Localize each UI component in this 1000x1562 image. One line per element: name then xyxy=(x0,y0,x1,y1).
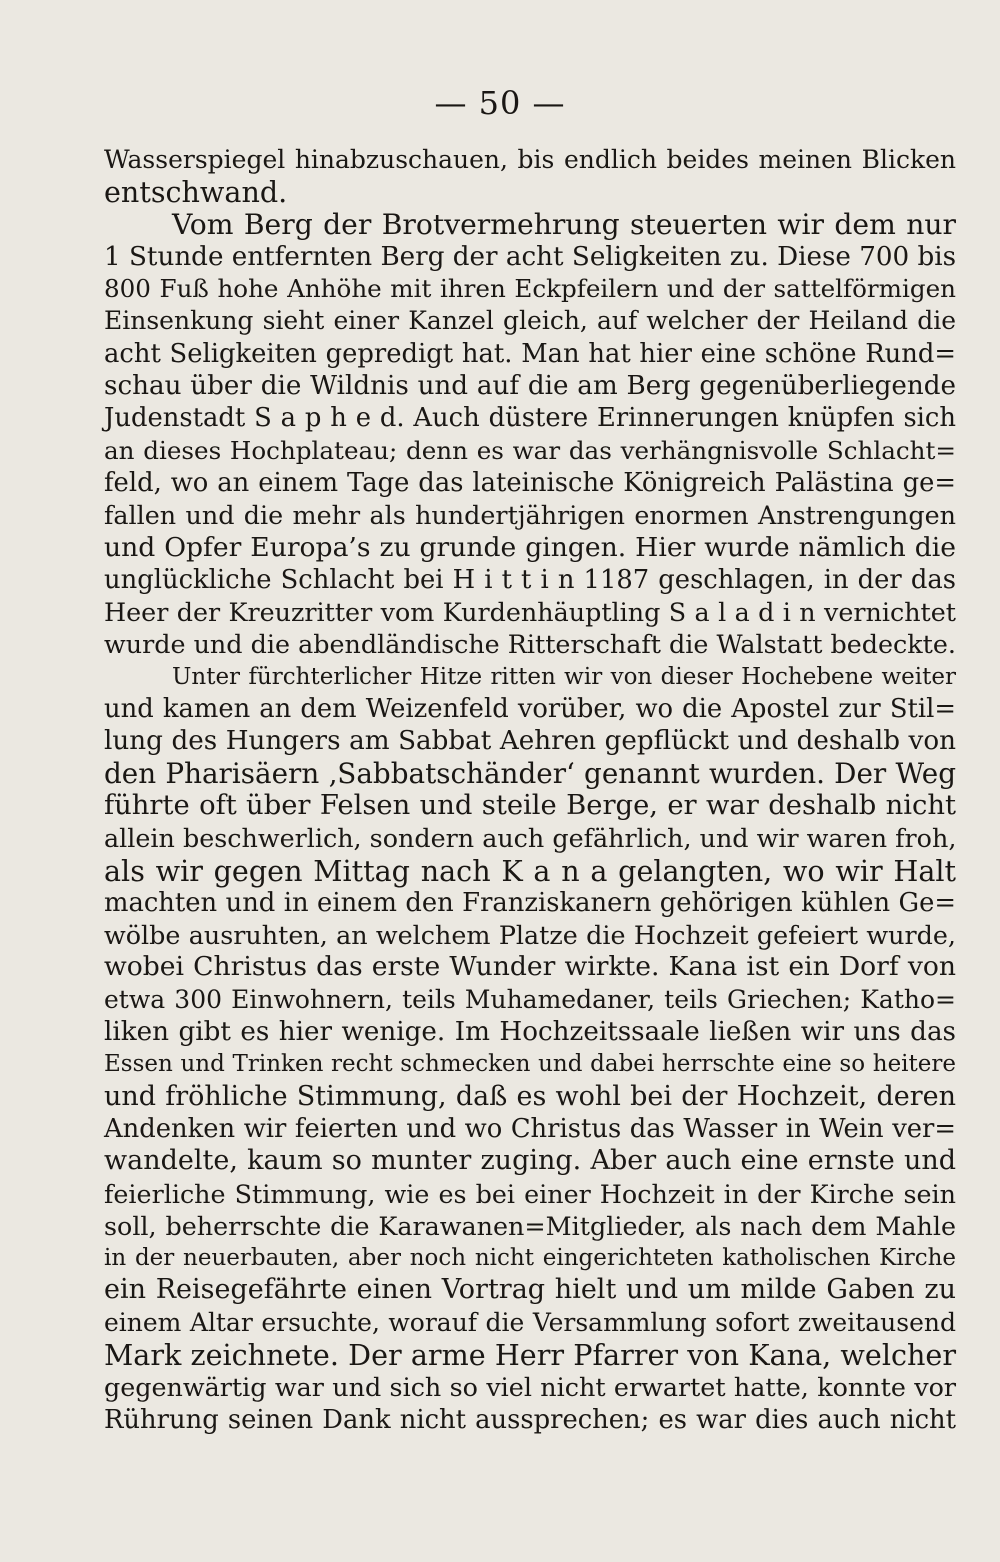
text-line: entschwand. xyxy=(104,175,288,210)
text-line: acht Seligkeiten gepredigt hat. Man hat hier eine schöne Rund= xyxy=(104,338,956,369)
text-line: Mark zeichnete. Der arme Herr Pfarrer von Kana, welcher xyxy=(104,1337,956,1372)
body-text xyxy=(104,144,956,1436)
text-line: etwa 300 Einwohnern, teils Muhamedaner, teils Griechen; Katho= xyxy=(104,984,956,1014)
text-line: und kamen an dem Weizenfeld vorüber, wo die Apostel zur Stil= xyxy=(104,694,956,725)
text-line: Unter fürchterlicher Hitze ritten wir von dieser Hochebene weiter xyxy=(172,663,956,690)
text-line: ein Reisegefährte einen Vortrag hielt und um milde Gaben zu xyxy=(104,1274,956,1306)
text-line: in der neuerbauten, aber noch nicht eingerichteten katholischen Kirche xyxy=(104,1245,956,1272)
text-line: gegenwärtig war und sich so viel nicht erwartet hatte, konnte vor xyxy=(104,1372,956,1403)
text-line: soll, beherrschte die Karawanen=Mitglieder, als nach dem Mahle xyxy=(104,1210,956,1241)
text-line: an dieses Hochplateau; denn es war das verhängnisvolle Schlacht= xyxy=(104,435,956,465)
text-line: Wasserspiegel hinabzuschauen, bis endlich beides meinen Blicken xyxy=(104,145,956,174)
text-line: wobei Christus das erste Wunder wirkte. Kana ist ein Dorf von xyxy=(104,951,956,983)
text-line: schau über die Wildnis und auf die am Berg gegenüberliegende xyxy=(104,371,956,402)
text-line: Einsenkung sieht einer Kanzel gleich, auf welcher der Heiland die xyxy=(104,306,956,336)
text-line: fallen und die mehr als hundertjährigen enormen Anstrengungen xyxy=(104,500,956,531)
text-line: und fröhliche Stimmung, daß es wohl bei der Hochzeit, deren xyxy=(104,1080,956,1112)
text-line: als wir gegen Mittag nach K a n a gelangten, wo wir Halt xyxy=(104,853,956,888)
text-line: Judenstadt S a p h e d. Auch düstere Erinnerungen knüpfen sich xyxy=(104,403,956,434)
text-line: Rührung seinen Dank nicht aussprechen; es war dies auch nicht xyxy=(104,1404,956,1435)
text-line: feld, wo an einem Tage das lateinische Königreich Palästina ge= xyxy=(104,467,956,498)
text-line: 1 Stunde entfernten Berg der acht Seligkeiten zu. Diese 700 bis xyxy=(104,241,957,272)
text-line: führte oft über Felsen und steile Berge, er war deshalb nicht xyxy=(104,789,956,821)
text-line: einem Altar ersuchte, worauf die Versammlung sofort zweitausend xyxy=(104,1307,956,1337)
text-line: wurde und die abendländische Ritterschaft die Walstatt bedeckte. xyxy=(104,629,956,660)
text-line: Essen und Trinken recht schmecken und dabei herrschte eine so heitere xyxy=(104,1051,956,1078)
text-line: lung des Hungers am Sabbat Aehren gepflückt und deshalb von xyxy=(104,726,956,757)
text-line: wandelte, kaum so munter zuging. Aber auch eine ernste und xyxy=(104,1145,956,1177)
text-line: allein beschwerlich, sondern auch gefährlich, und wir waren froh, xyxy=(104,823,957,854)
text-line: und Opfer Europa’s zu grunde gingen. Hier wurde nämlich die xyxy=(104,531,956,563)
text-line: Heer der Kreuzritter vom Kurdenhäuptling S a l a d i n vernichtet xyxy=(104,597,956,628)
text-line: feierliche Stimmung, wie es bei einer Hochzeit in der Kirche sein xyxy=(104,1178,956,1209)
text-line: unglückliche Schlacht bei H i t t i n 1187 geschlagen, in der das xyxy=(104,564,956,595)
text-line: Andenken wir feierten und wo Christus das Wasser in Wein ver= xyxy=(104,1113,956,1144)
text-line: machten und in einem den Franziskanern gehörigen kühlen Ge= xyxy=(104,887,956,918)
page-number: — 50 — xyxy=(434,84,566,122)
text-line: Vom Berg der Brotvermehrung steuerten wir dem nur xyxy=(172,207,956,241)
text-line: den Pharisäern ‚Sabbatschänder‘ genannt wurden. Der Weg xyxy=(104,756,956,790)
text-line: liken gibt es hier wenige. Im Hochzeitssaale ließen wir uns das xyxy=(104,1017,956,1048)
text-line: 800 Fuß hohe Anhöhe mit ihren Eckpfeilern und der sattelförmigen xyxy=(104,274,956,304)
text-line: wölbe ausruhten, an welchem Platze die Hochzeit gefeiert wurde, xyxy=(104,920,956,951)
